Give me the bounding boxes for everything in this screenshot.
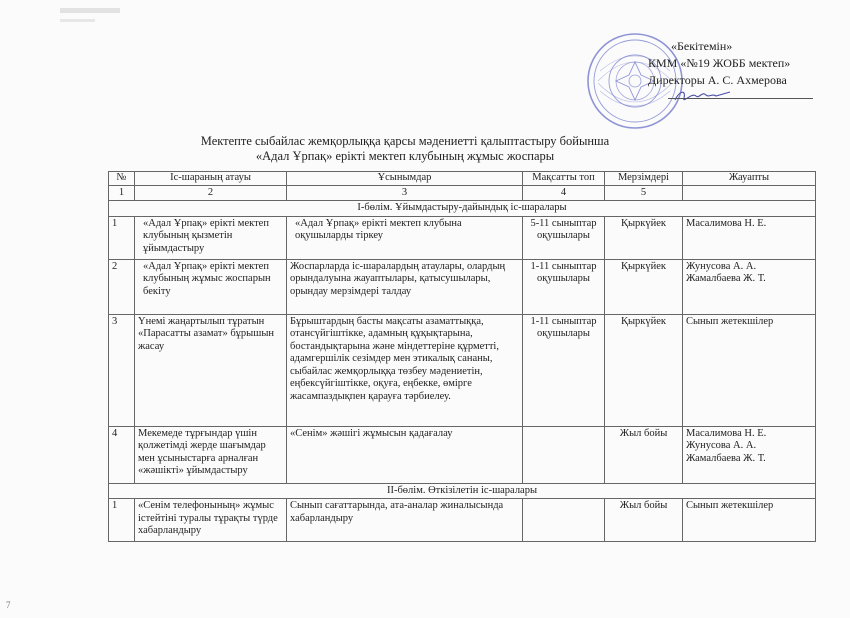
row-recommendation: «Адал Ұрпақ» еріктi мектеп клубына оқушыларды тіркеу (287, 216, 523, 259)
row-deadline: Қыркүйек (605, 216, 683, 259)
row-recommendation: Бұрыштардың басты мақсаты азаматтыққа, отансүйгіштікке, адамның құқықтарына, бостандықтарына және міндеттеріне құрметті, адамгершілік сезімдер мен этикалық сананы, сыбайлас жемқорлыққа төзбеу мәдениетін, еңбексүйгіштікке, оқуға, еңбекке, өмірге жасампаздықпен қарауға тәрбиелеу. (287, 314, 523, 426)
header-event-name: Іс-шараның атауы (135, 172, 287, 186)
table-row (109, 499, 816, 542)
work-plan-table (108, 171, 816, 542)
row-deadline: Жыл бойы (605, 499, 683, 542)
section-1-title: І-бөлім. Ұйымдастыру-дайындық іс-шаралары (109, 201, 816, 217)
page-corner-mark: 7 (6, 600, 11, 610)
row-event-name: «Адал Ұрпақ» еріктi мектеп клубының жұмыс жоспарын бекіту (135, 259, 287, 314)
header-deadline: Мерзімдері (605, 172, 683, 186)
header-target-group: Мақсатты топ (523, 172, 605, 186)
table-row (109, 426, 816, 483)
scan-artifact (60, 19, 95, 22)
row-recommendation: Жоспарларда іс-шаралардың атаулары, олардың орындалуына жауаптылары, қатысушылары, орындау мерзімдері талдау (287, 259, 523, 314)
row-recommendation: Сынып сағаттарында, ата-аналар жиналысында хабарландыру (287, 499, 523, 542)
column-number: 4 (523, 185, 605, 201)
row-responsible: Сынып жетекшілер (683, 499, 816, 542)
row-recommendation: «Сенім» жәшігі жұмысын қадағалау (287, 426, 523, 483)
column-number: 3 (287, 185, 523, 201)
column-number: 2 (135, 185, 287, 201)
row-deadline: Қыркүйек (605, 314, 683, 426)
column-number: 1 (109, 185, 135, 201)
row-number: 1 (109, 216, 135, 259)
approval-line-school: КММ «№19 ЖОББ мектеп» (648, 56, 791, 70)
document-title (150, 134, 660, 164)
row-responsible: Масалимова Н. Е. (683, 216, 816, 259)
table-row (109, 259, 816, 314)
row-responsible: Сынып жетекшілер (683, 314, 816, 426)
row-target-group: 5-11 сыныптар оқушылары (523, 216, 605, 259)
row-number: 2 (109, 259, 135, 314)
approval-block (648, 38, 790, 89)
header-row (109, 172, 816, 186)
row-event-name: Мекемеде тұрғындар үшін қолжетімді жерде шағымдар мен ұсыныстарға арналған «жәшікті» ұйымдастыру (135, 426, 287, 483)
row-deadline: Қыркүйек (605, 259, 683, 314)
signature-line (668, 98, 813, 99)
row-target-group (523, 426, 605, 483)
row-number: 3 (109, 314, 135, 426)
scan-artifact (60, 8, 120, 13)
row-target-group (523, 499, 605, 542)
header-responsible: Жауапты (683, 172, 816, 186)
title-line-2: «Адал Ұрпақ» еріктi мектеп клубының жұмыс жоспары (255, 149, 555, 163)
row-responsible: Масалимова Н. Е. Жунусова А. А. Жамалбаева Ж. Т. (683, 426, 816, 483)
approval-line-approve: «Бекітемін» (671, 39, 733, 53)
table-row (109, 314, 816, 426)
row-target-group: 1-11 сыныптар оқушылары (523, 314, 605, 426)
row-event-name: Үнемі жаңартылып тұратын «Парасатты азамат» бұрышын жасау (135, 314, 287, 426)
row-number: 1 (109, 499, 135, 542)
row-number: 4 (109, 426, 135, 483)
column-number: 5 (605, 185, 683, 201)
row-responsible: Жунусова А. А. Жамалбаева Ж. Т. (683, 259, 816, 314)
column-number-row (109, 185, 816, 201)
approval-line-director: Директоры А. С. Ахмерова (648, 73, 787, 87)
column-number (683, 185, 816, 201)
section-row (109, 483, 816, 499)
row-target-group: 1-11 сыныптар оқушылары (523, 259, 605, 314)
header-number: № (109, 172, 135, 186)
row-event-name: «Адал Ұрпақ» еріктi мектеп клубының қызметін ұйымдастыру (135, 216, 287, 259)
title-line-1: Мектепте сыбайлас жемқорлыққа қарсы мәдениетті қалыптастыру бойынша (200, 134, 610, 148)
header-recommendations: Ұсынымдар (287, 172, 523, 186)
section-row (109, 201, 816, 217)
row-event-name: «Сенім телефонының» жұмыс істейтіні туралы тұрақты түрде хабарландыру (135, 499, 287, 542)
director-signature (672, 86, 732, 106)
table-row (109, 216, 816, 259)
section-2-title: ІІ-бөлім. Өткізілетін іс-шаралары (109, 483, 816, 499)
row-deadline: Жыл бойы (605, 426, 683, 483)
